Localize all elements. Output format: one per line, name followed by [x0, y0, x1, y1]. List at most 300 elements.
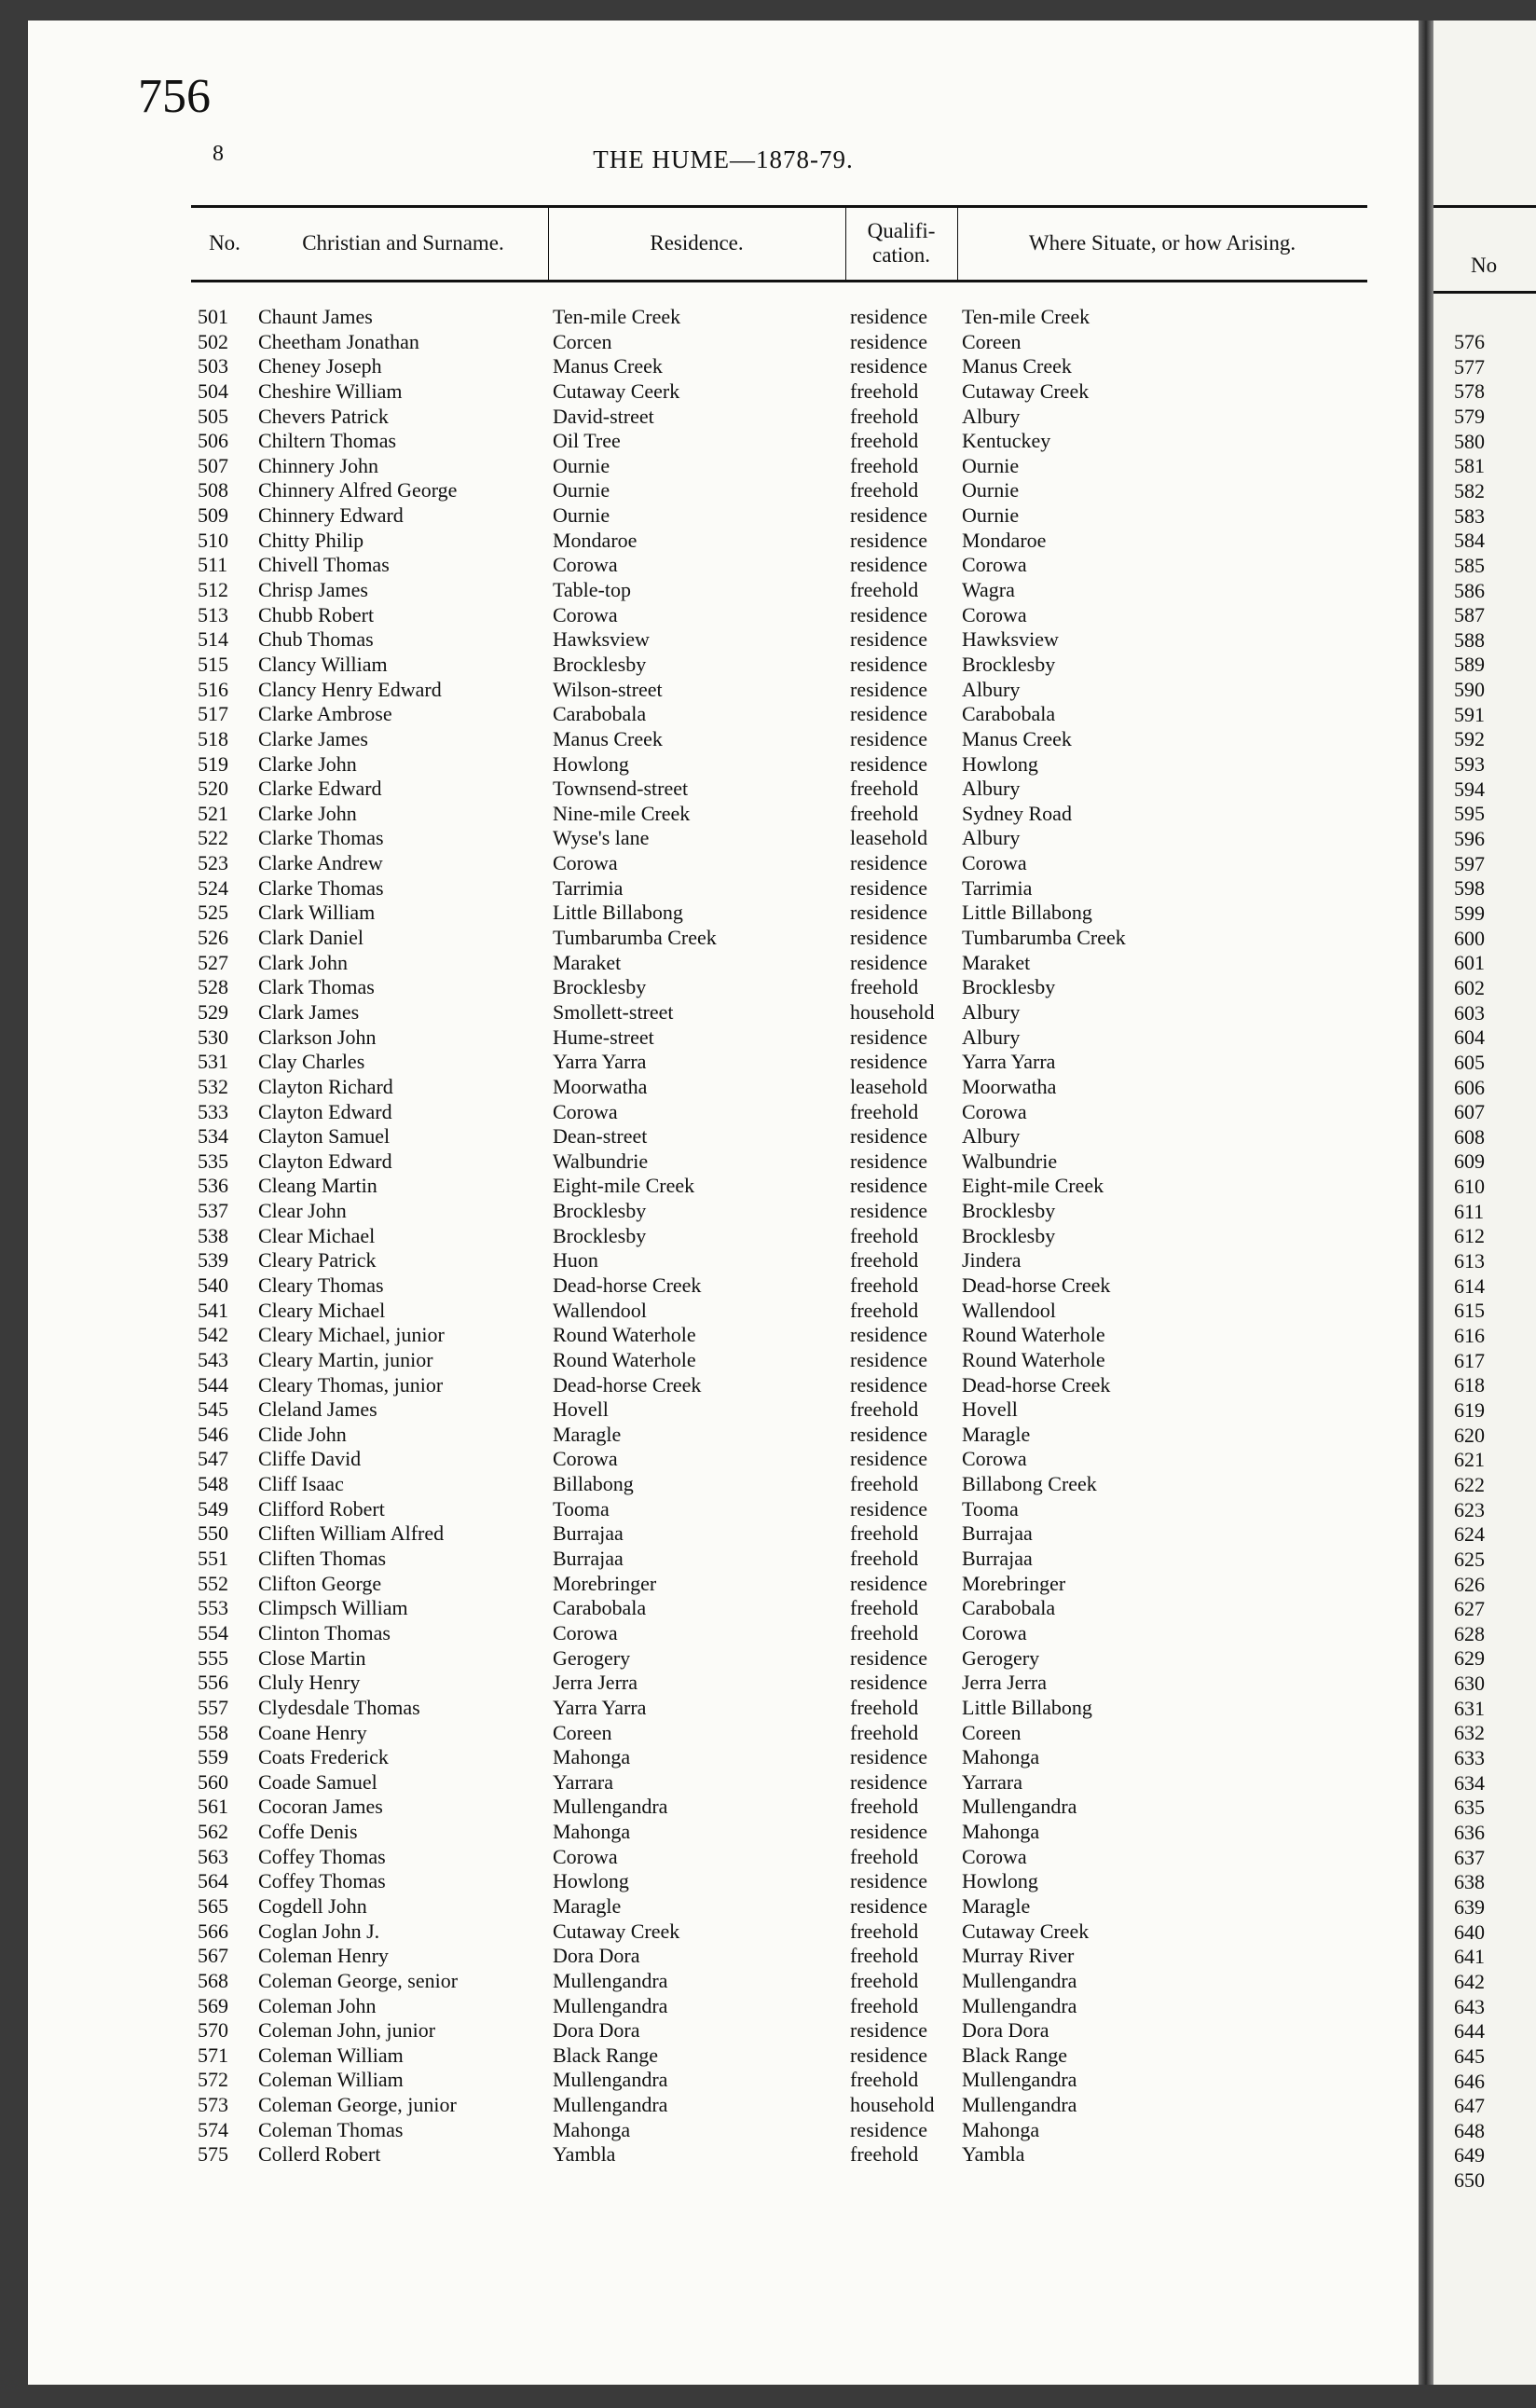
row-number: 536 — [198, 1174, 228, 1198]
row-number: 528 — [198, 975, 228, 999]
row-qualification: residence — [850, 950, 928, 974]
table-row — [28, 1696, 1419, 1721]
table-row — [28, 1199, 1419, 1224]
row-where-situate: Carabobala — [962, 1596, 1056, 1620]
row-qualification: freehold — [850, 1795, 919, 1819]
row-name: Chitty Philip — [258, 528, 364, 552]
row-name: Coats Frederick — [258, 1745, 389, 1769]
row-name: Coleman George, junior — [258, 2093, 457, 2117]
table-row — [28, 330, 1419, 355]
table-row — [28, 1845, 1419, 1870]
row-where-situate: Hovell — [962, 1397, 1018, 1422]
row-where-situate: Kentuckey — [962, 429, 1051, 453]
row-residence: Dora Dora — [553, 1944, 640, 1968]
row-name: Cleary Patrick — [258, 1248, 377, 1273]
row-number: 529 — [198, 999, 228, 1024]
row-qualification: residence — [850, 2117, 928, 2141]
adjacent-row-number: 598 — [1454, 876, 1485, 901]
adjacent-row-number: 601 — [1454, 951, 1485, 975]
row-qualification: residence — [850, 1323, 928, 1347]
adjacent-row-number: 638 — [1454, 1870, 1485, 1894]
row-name: Cleary Thomas — [258, 1273, 384, 1297]
row-residence: Ournie — [553, 503, 610, 528]
row-qualification: freehold — [850, 1993, 919, 2017]
row-qualification: freehold — [850, 1596, 919, 1620]
row-qualification: residence — [850, 1745, 928, 1769]
table-row — [28, 578, 1419, 603]
row-residence: Manus Creek — [553, 726, 663, 750]
header-residence: Residence. — [650, 230, 744, 255]
row-name: Cluly Henry — [258, 1671, 361, 1695]
table-row — [28, 1000, 1419, 1025]
row-residence: Howlong — [553, 751, 629, 776]
row-number: 560 — [198, 1769, 228, 1794]
row-qualification: residence — [850, 1447, 928, 1471]
table-row — [28, 354, 1419, 379]
row-qualification: residence — [850, 1894, 928, 1918]
row-number: 503 — [198, 354, 228, 378]
row-residence: Manus Creek — [553, 354, 663, 378]
row-qualification: residence — [850, 354, 928, 378]
row-where-situate: Dead-horse Creek — [962, 1372, 1111, 1397]
row-name: Clarkson John — [258, 1025, 377, 1049]
row-name: Clark James — [258, 999, 360, 1024]
row-residence: Hume-street — [553, 1025, 654, 1049]
row-residence: Billabong — [553, 1472, 634, 1496]
row-qualification: residence — [850, 1174, 928, 1198]
row-number: 521 — [198, 801, 228, 825]
row-name: Coleman George, senior — [258, 1968, 459, 1992]
row-where-situate: Little Billabong — [962, 1695, 1092, 1719]
row-qualification: residence — [850, 875, 928, 900]
row-qualification: freehold — [850, 1547, 919, 1571]
row-name: Cliff Isaac — [258, 1472, 344, 1496]
row-where-situate: Coreen — [962, 1720, 1022, 1744]
row-name: Coade Samuel — [258, 1769, 377, 1794]
row-number: 534 — [198, 1124, 228, 1149]
adjacent-row-number: 607 — [1454, 1100, 1485, 1124]
page-gutter — [1419, 21, 1433, 2385]
row-where-situate: Jindera — [962, 1248, 1022, 1273]
row-name: Chubb Robert — [258, 602, 375, 626]
row-qualification: residence — [850, 901, 928, 925]
row-qualification: freehold — [850, 453, 919, 477]
table-row — [28, 1373, 1419, 1398]
row-where-situate: Brocklesby — [962, 1199, 1056, 1223]
row-number: 557 — [198, 1695, 228, 1719]
adjacent-row-number: 603 — [1454, 1000, 1485, 1025]
adjacent-row-number: 615 — [1454, 1299, 1485, 1323]
row-number: 522 — [198, 826, 228, 850]
row-where-situate: Mullengandra — [962, 1993, 1077, 2017]
row-qualification: residence — [850, 627, 928, 652]
table-row — [28, 627, 1419, 653]
row-where-situate: Yarrara — [962, 1769, 1022, 1794]
adjacent-row-number: 609 — [1454, 1149, 1485, 1174]
row-where-situate: Round Waterhole — [962, 1347, 1105, 1371]
row-name: Clancy Henry Edward — [258, 677, 442, 701]
row-where-situate: Corowa — [962, 553, 1027, 577]
row-where-situate: Maragle — [962, 1422, 1031, 1446]
row-residence: Coreen — [553, 1720, 612, 1744]
table-row — [28, 405, 1419, 430]
row-number: 565 — [198, 1894, 228, 1918]
row-where-situate: Tooma — [962, 1496, 1019, 1520]
table-row — [28, 379, 1419, 405]
row-qualification: residence — [850, 702, 928, 726]
row-number: 527 — [198, 950, 228, 974]
row-qualification: freehold — [850, 2068, 919, 2092]
row-residence: Corcen — [553, 329, 612, 353]
row-where-situate: Corowa — [962, 1099, 1027, 1123]
row-number: 517 — [198, 702, 228, 726]
row-number: 507 — [198, 453, 228, 477]
adjacent-row-number: 626 — [1454, 1572, 1485, 1596]
adjacent-row-number: 613 — [1454, 1249, 1485, 1273]
table-row — [28, 1994, 1419, 2019]
adjacent-row-number: 624 — [1454, 1522, 1485, 1547]
row-residence: Burrajaa — [553, 1521, 624, 1546]
row-name: Cleland James — [258, 1397, 377, 1422]
table-row — [28, 951, 1419, 976]
adjacent-row-number: 627 — [1454, 1597, 1485, 1621]
row-qualification: residence — [850, 926, 928, 950]
adjacent-row-number: 610 — [1454, 1175, 1485, 1199]
row-where-situate: Albury — [962, 1124, 1021, 1149]
row-qualification: freehold — [850, 578, 919, 602]
row-number: 508 — [198, 478, 228, 502]
row-where-situate: Corowa — [962, 1447, 1027, 1471]
table-row — [28, 529, 1419, 554]
row-qualification: leasehold — [850, 1074, 928, 1098]
row-name: Coleman William — [258, 2043, 404, 2067]
row-residence: Maragle — [553, 1894, 622, 1918]
table-row — [28, 2118, 1419, 2143]
adjacent-row-number: 636 — [1454, 1821, 1485, 1844]
adjacent-row-number: 650 — [1454, 2168, 1485, 2193]
row-name: Cliffe David — [258, 1447, 362, 1471]
row-residence: Corowa — [553, 1447, 618, 1471]
table-row — [28, 1124, 1419, 1149]
row-where-situate: Tumbarumba Creek — [962, 926, 1126, 950]
table-row — [28, 1745, 1419, 1770]
adjacent-row-number: 576 — [1454, 330, 1485, 353]
table-row — [28, 777, 1419, 802]
row-qualification: residence — [850, 1645, 928, 1670]
adjacent-row-number: 614 — [1454, 1273, 1485, 1298]
adjacent-row-number: 587 — [1454, 603, 1485, 627]
row-residence: Moorwatha — [553, 1074, 648, 1098]
row-residence: Oil Tree — [553, 429, 621, 453]
row-qualification: residence — [850, 1820, 928, 1844]
row-qualification: residence — [850, 503, 928, 528]
adjacent-row-number: 582 — [1454, 478, 1485, 502]
row-name: Clide John — [258, 1422, 347, 1446]
row-where-situate: Burrajaa — [962, 1521, 1033, 1546]
row-name: Cleary Michael — [258, 1298, 386, 1322]
adjacent-row-number: 599 — [1454, 901, 1485, 925]
row-where-situate: Wagra — [962, 578, 1015, 602]
row-residence: Maragle — [553, 1422, 622, 1446]
adjacent-row-number: 619 — [1454, 1397, 1485, 1422]
row-where-situate: Albury — [962, 404, 1021, 428]
row-residence: Wallendool — [553, 1298, 647, 1322]
row-number: 566 — [198, 1919, 228, 1943]
row-name: Cogdell John — [258, 1894, 367, 1918]
row-name: Cleary Michael, junior — [258, 1323, 445, 1347]
row-name: Clancy William — [258, 652, 388, 676]
row-residence: Dean-street — [553, 1124, 648, 1149]
adjacent-row-number: 589 — [1454, 653, 1485, 677]
row-where-situate: Carabobala — [962, 702, 1056, 726]
row-where-situate: Ournie — [962, 503, 1020, 528]
row-name: Cheshire William — [258, 378, 403, 403]
adjacent-page — [1433, 21, 1536, 2385]
table-row — [28, 1547, 1419, 1572]
row-residence: Hovell — [553, 1397, 609, 1422]
adjacent-row-number: 645 — [1454, 2043, 1485, 2068]
row-name: Cleang Martin — [258, 1174, 377, 1198]
row-qualification: residence — [850, 652, 928, 676]
table-row — [28, 1820, 1419, 1845]
document-page — [28, 21, 1419, 2385]
row-residence: Dora Dora — [553, 2018, 640, 2043]
row-qualification: residence — [850, 329, 928, 353]
row-number: 515 — [198, 652, 228, 676]
row-residence: Corowa — [553, 1620, 618, 1644]
table-row — [28, 1025, 1419, 1051]
table-row — [28, 1721, 1419, 1746]
row-residence: Mullengandra — [553, 1993, 668, 2017]
row-number: 504 — [198, 378, 228, 403]
adjacent-row-number: 633 — [1454, 1746, 1485, 1770]
row-qualification: residence — [850, 1869, 928, 1893]
row-where-situate: Ournie — [962, 478, 1020, 502]
table-row — [28, 1497, 1419, 1522]
header-name: Christian and Surname. — [302, 230, 504, 255]
row-where-situate: Morebringer — [962, 1571, 1066, 1595]
row-residence: Mahonga — [553, 1745, 631, 1769]
row-residence: David-street — [553, 404, 654, 428]
row-qualification: freehold — [850, 1844, 919, 1868]
row-residence: Table-top — [553, 578, 631, 602]
adjacent-row-number: 595 — [1454, 802, 1485, 826]
row-residence: Wilson-street — [553, 677, 663, 701]
header-qualification: Qualifi- cation. — [867, 218, 936, 267]
row-where-situate: Burrajaa — [962, 1547, 1033, 1571]
row-number: 538 — [198, 1223, 228, 1247]
row-qualification: freehold — [850, 1695, 919, 1719]
row-name: Clayton Richard — [258, 1074, 393, 1098]
row-residence: Burrajaa — [553, 1547, 624, 1571]
table-row — [28, 653, 1419, 678]
adjacent-row-number: 635 — [1454, 1796, 1485, 1820]
row-qualification: freehold — [850, 1273, 919, 1297]
table-row — [28, 1397, 1419, 1423]
table-row — [28, 1671, 1419, 1696]
row-number: 545 — [198, 1397, 228, 1422]
row-residence: Ournie — [553, 453, 610, 477]
table-row — [28, 1075, 1419, 1100]
row-qualification: freehold — [850, 478, 919, 502]
row-where-situate: Cutaway Creek — [962, 378, 1090, 403]
row-residence: Corowa — [553, 553, 618, 577]
row-number: 555 — [198, 1645, 228, 1670]
adjacent-row-number: 612 — [1454, 1224, 1485, 1248]
row-number: 540 — [198, 1273, 228, 1297]
row-name: Coleman John — [258, 1993, 377, 2017]
row-where-situate: Manus Creek — [962, 354, 1072, 378]
row-where-situate: Maragle — [962, 1894, 1031, 1918]
adjacent-header-no: No — [1471, 254, 1498, 277]
table-row — [28, 1944, 1419, 1969]
row-where-situate: Ten-mile Creek — [962, 305, 1090, 328]
adjacent-row-number: 604 — [1454, 1025, 1485, 1050]
row-qualification: residence — [850, 1422, 928, 1446]
row-number: 532 — [198, 1074, 228, 1098]
row-number: 569 — [198, 1993, 228, 2017]
row-name: Chrisp James — [258, 578, 368, 602]
row-name: Clark William — [258, 901, 376, 925]
table-row — [28, 1646, 1419, 1672]
table-row — [28, 2018, 1419, 2043]
table-row — [28, 1920, 1419, 1945]
table-row — [28, 1100, 1419, 1125]
table-row — [28, 1969, 1419, 1994]
row-name: Coleman Henry — [258, 1944, 389, 1968]
row-where-situate: Corowa — [962, 602, 1027, 626]
adjacent-row-number: 588 — [1454, 627, 1485, 652]
adjacent-row-number: 617 — [1454, 1348, 1485, 1372]
row-number: 556 — [198, 1671, 228, 1695]
row-residence: Corowa — [553, 602, 618, 626]
table-row — [28, 2068, 1419, 2093]
adjacent-header-rule-top — [1433, 205, 1536, 208]
row-residence: Corowa — [553, 851, 618, 875]
row-number: 573 — [198, 2093, 228, 2117]
row-number: 518 — [198, 726, 228, 750]
row-qualification: freehold — [850, 1099, 919, 1123]
table-row — [28, 1596, 1419, 1621]
row-where-situate: Brocklesby — [962, 975, 1056, 999]
row-number: 547 — [198, 1447, 228, 1471]
adjacent-row-number: 639 — [1454, 1894, 1485, 1919]
adjacent-row-number: 594 — [1454, 777, 1485, 801]
row-where-situate: Albury — [962, 1025, 1021, 1049]
row-residence: Corowa — [553, 1844, 618, 1868]
row-number: 552 — [198, 1571, 228, 1595]
row-residence: Little Billabong — [553, 901, 683, 925]
table-row — [28, 752, 1419, 777]
row-residence: Tarrimia — [553, 875, 624, 900]
adjacent-row-number: 643 — [1454, 1994, 1485, 2018]
row-residence: Yarra Yarra — [553, 1695, 647, 1719]
row-name: Chiltern Thomas — [258, 429, 397, 453]
table-row — [28, 1621, 1419, 1646]
row-name: Coane Henry — [258, 1720, 367, 1744]
table-row — [28, 1174, 1419, 1199]
adjacent-row-number: 579 — [1454, 404, 1485, 428]
row-residence: Howlong — [553, 1869, 629, 1893]
row-where-situate: Sydney Road — [962, 801, 1072, 825]
row-residence: Cutaway Creek — [553, 1919, 680, 1943]
table-row — [28, 727, 1419, 752]
table-row — [28, 503, 1419, 529]
adjacent-row-number: 632 — [1454, 1721, 1485, 1745]
table-row — [28, 1472, 1419, 1497]
row-qualification: residence — [850, 751, 928, 776]
row-where-situate: Brocklesby — [962, 652, 1056, 676]
row-name: Coleman John, junior — [258, 2018, 436, 2043]
row-residence: Eight-mile Creek — [553, 1174, 695, 1198]
table-row — [28, 1273, 1419, 1299]
row-qualification: freehold — [850, 1248, 919, 1273]
row-where-situate: Eight-mile Creek — [962, 1174, 1104, 1198]
row-where-situate: Moorwatha — [962, 1074, 1057, 1098]
row-number: 551 — [198, 1547, 228, 1571]
row-qualification: residence — [850, 1149, 928, 1173]
row-name: Clayton Edward — [258, 1099, 392, 1123]
row-qualification: residence — [850, 2018, 928, 2043]
row-name: Clydesdale Thomas — [258, 1695, 420, 1719]
row-number: 572 — [198, 2068, 228, 2092]
table-row — [28, 926, 1419, 951]
table-row — [28, 1149, 1419, 1175]
row-name: Chevers Patrick — [258, 404, 389, 428]
row-qualification: residence — [850, 305, 928, 328]
adjacent-row-number: 647 — [1454, 2094, 1485, 2118]
adjacent-row-number: 611 — [1454, 1199, 1485, 1223]
row-number: 501 — [198, 305, 228, 328]
row-qualification: freehold — [850, 975, 919, 999]
row-number: 549 — [198, 1496, 228, 1520]
adjacent-row-number: 584 — [1454, 529, 1485, 553]
row-number: 505 — [198, 404, 228, 428]
row-qualification: residence — [850, 726, 928, 750]
row-residence: Carabobala — [553, 1596, 647, 1620]
table-row — [28, 975, 1419, 1000]
row-qualification: residence — [850, 553, 928, 577]
row-residence: Black Range — [553, 2043, 659, 2067]
page-title: THE HUME—1878-79. — [593, 145, 854, 173]
row-number: 553 — [198, 1596, 228, 1620]
row-name: Clark Daniel — [258, 926, 364, 950]
row-residence: Brocklesby — [553, 652, 647, 676]
row-qualification: household — [850, 2093, 935, 2117]
row-name: Cleary Thomas, junior — [258, 1372, 444, 1397]
table-row — [28, 478, 1419, 503]
row-residence: Carabobala — [553, 702, 647, 726]
row-qualification: residence — [850, 1050, 928, 1074]
adjacent-row-number: 602 — [1454, 975, 1485, 999]
row-name: Cheetham Jonathan — [258, 329, 419, 353]
table-row — [28, 1894, 1419, 1920]
row-where-situate: Round Waterhole — [962, 1323, 1105, 1347]
adjacent-row-number: 649 — [1454, 2143, 1485, 2167]
row-number: 525 — [198, 901, 228, 925]
row-number: 502 — [198, 329, 228, 353]
adjacent-row-number: 585 — [1454, 553, 1485, 577]
row-name: Clear John — [258, 1199, 347, 1223]
row-number: 548 — [198, 1472, 228, 1496]
page-number: 756 — [138, 70, 211, 123]
row-number: 546 — [198, 1422, 228, 1446]
row-name: Coffey Thomas — [258, 1869, 386, 1893]
row-where-situate: Albury — [962, 999, 1021, 1024]
row-residence: Mullengandra — [553, 1968, 668, 1992]
adjacent-row-number: 577 — [1454, 354, 1485, 378]
row-where-situate: Corowa — [962, 1844, 1027, 1868]
